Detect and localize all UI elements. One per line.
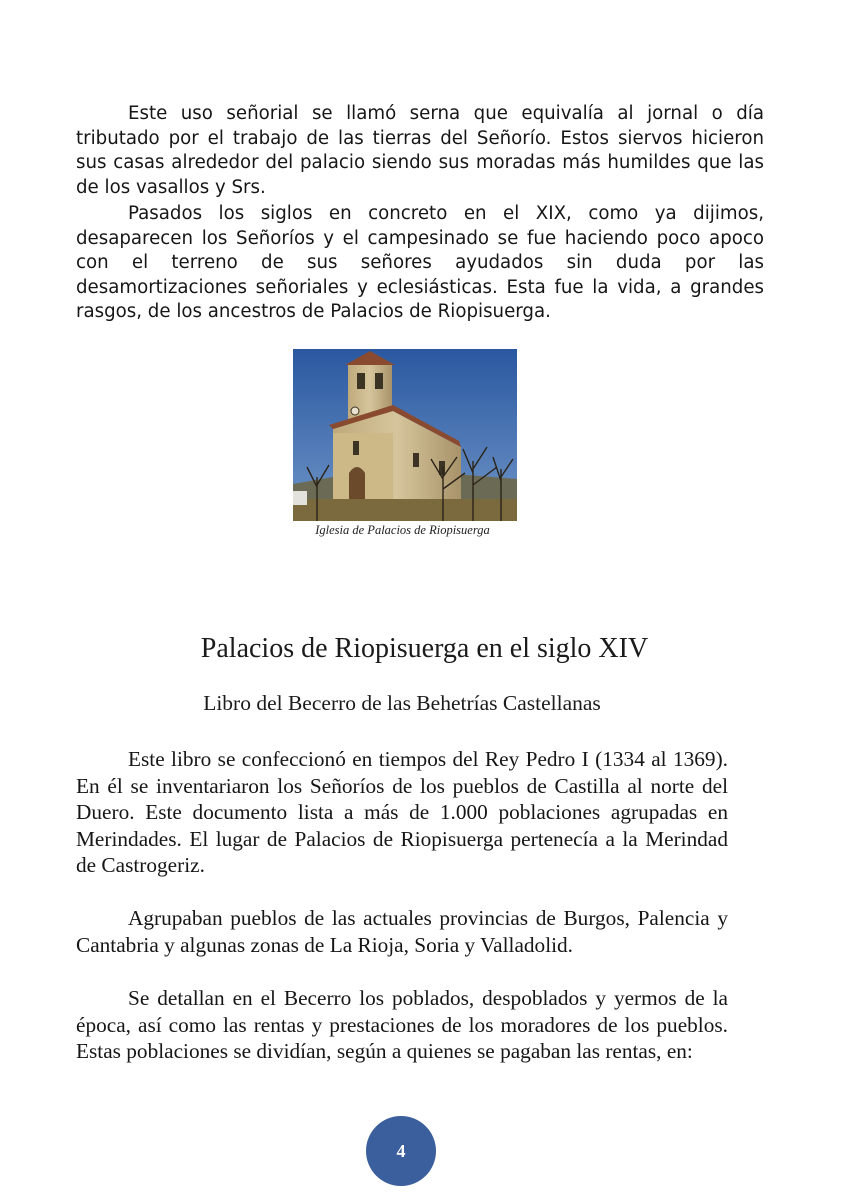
- page-number-badge: [366, 1116, 436, 1186]
- figure-caption: Iglesia de Palacios de Riopisuerga: [315, 523, 490, 537]
- page-number: 4: [396, 1140, 406, 1161]
- paragraph-poblados: Se detallan en el Becerro los poblados, despoblados y yermos de la época, así como las rentas y prestaciones de los moradores de los pueblos. Estas poblaciones se dividían, según a quienes se pagaban las rentas, en:: [76, 986, 728, 1063]
- paragraph-provincias: Agrupaban pueblos de las actuales provincias de Burgos, Palencia y Cantabria y algunas zonas de La Rioja, Soria y Valladolid.: [76, 906, 728, 957]
- section-title: Palacios de Riopisuerga en el siglo XIV: [200, 633, 649, 664]
- section-subtitle: Libro del Becerro de las Behetrías Castellanas: [203, 691, 601, 715]
- paragraph-serna: Este uso señorial se llamó serna que equivalía al jornal o día tributado por el trabajo de las tierras del Señorío. Estos siervos hicieron sus casas alrededor del palacio siendo sus moradas más humildes que las de los vasallos y Srs.: [76, 103, 764, 198]
- paragraph-senorios: Pasados los siglos en concreto en el XIX, como ya dijimos, desaparecen los Señoríos y el campesinado se fue haciendo poco apoco con el terreno de sus señores ayudados sin duda por las desamortizaciones señoriales y eclesiásticas. Esta fue la vida, a grandes rasgos, de los ancestros de Palacios de Riopisuerga.: [76, 203, 764, 323]
- paragraph-becerro: Este libro se confeccionó en tiempos del Rey Pedro I (1334 al 1369). En él se inventariaron los Señoríos de los pueblos de Castilla al norte del Duero. Este documento lista a más de 1.000 poblaciones agrupadas en Merindades. El lugar de Palacios de Riopisuerga pertenecía a la Merindad de Castrogeriz.: [76, 747, 728, 877]
- church-photo: [293, 349, 517, 521]
- church-illustration: [293, 349, 517, 521]
